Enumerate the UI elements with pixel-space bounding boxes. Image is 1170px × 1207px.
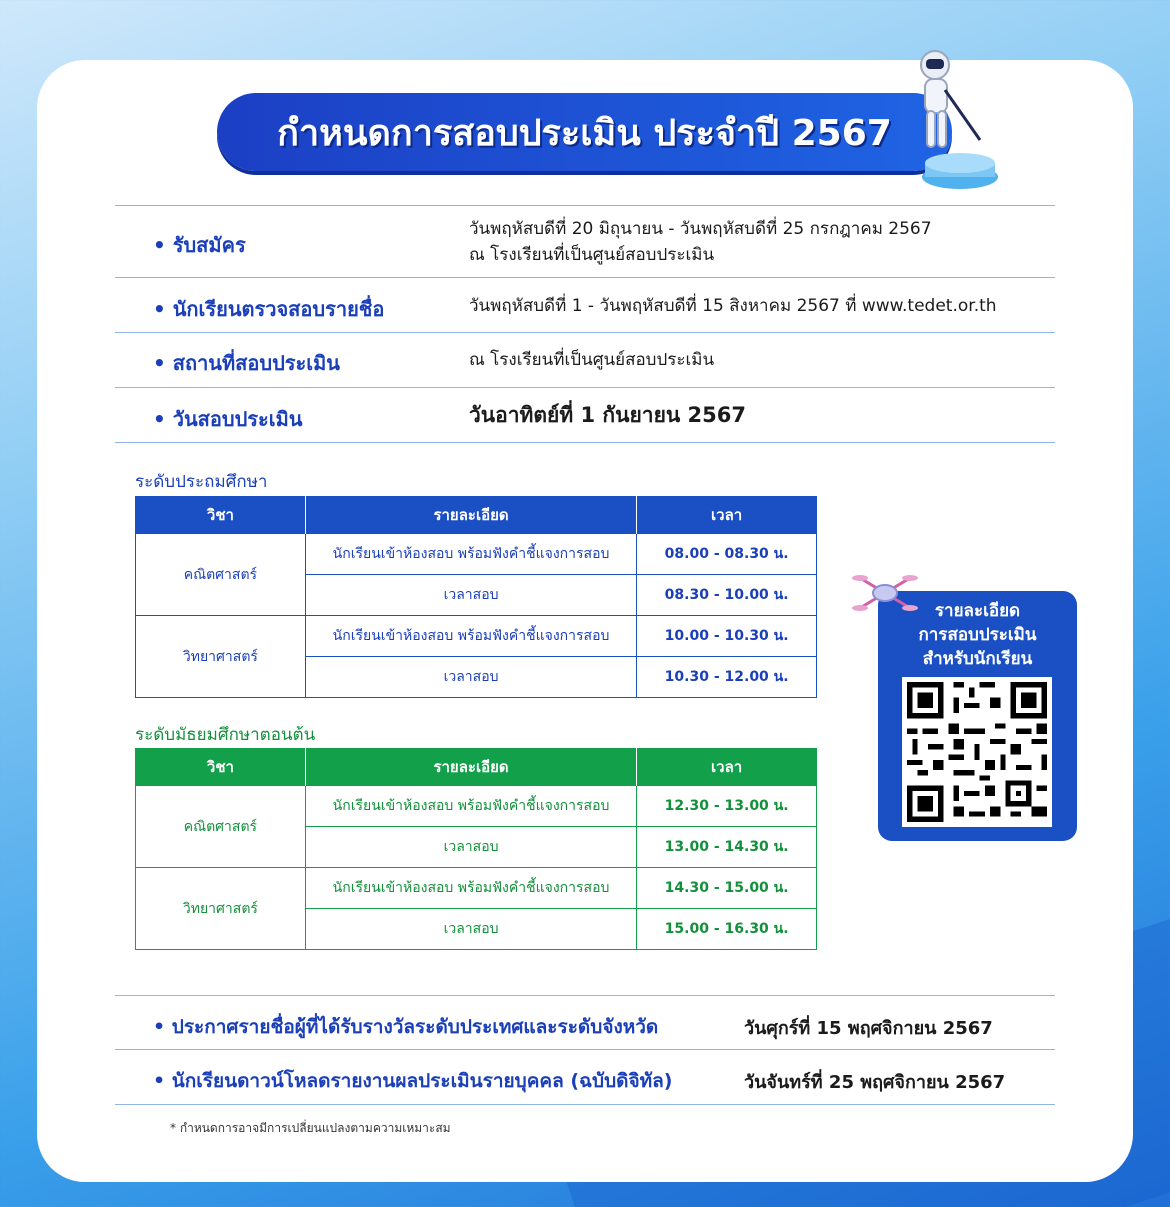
- table-row: [136, 868, 817, 909]
- astronaut-mascot-icon: [905, 45, 1000, 195]
- header-detail: รายละเอียด: [305, 497, 636, 534]
- subject-cell: คณิตศาสตร์: [136, 534, 306, 616]
- table-row: [136, 786, 817, 827]
- announcement-date: วันศุกร์ที่ 15 พฤศจิกายน 2567: [744, 1018, 993, 1039]
- table-header-row: [136, 749, 817, 786]
- subject-cell: วิทยาศาสตร์: [136, 616, 306, 698]
- announcement-label: • ประกาศรายชื่อผู้ที่ได้รับรางวัลระดับประเทศและระดับจังหวัด: [153, 1016, 659, 1038]
- header-time: เวลา: [637, 749, 817, 786]
- info-line: ณ โรงเรียนที่เป็นศูนย์สอบประเมิน: [469, 350, 715, 370]
- secondary-schedule-table: [135, 748, 817, 950]
- detail-cell: เวลาสอบ: [305, 909, 636, 950]
- header-detail: รายละเอียด: [305, 749, 636, 786]
- info-value: [469, 216, 932, 268]
- drone-icon: [850, 568, 920, 618]
- detail-cell: นักเรียนเข้าห้องสอบ พร้อมฟังคำชี้แจงการสอบ: [305, 868, 636, 909]
- detail-cell: เวลาสอบ: [305, 575, 636, 616]
- detail-cell: นักเรียนเข้าห้องสอบ พร้อมฟังคำชี้แจงการสอบ: [305, 534, 636, 575]
- info-row-check-names: [115, 278, 1055, 333]
- table-row: [136, 616, 817, 657]
- info-row-exam-venue: [115, 333, 1055, 388]
- title-banner: [217, 93, 952, 171]
- qr-title-line: รายละเอียด: [934, 601, 1021, 621]
- info-label: • สถานที่สอบประเมิน: [153, 351, 340, 375]
- time-cell: 08.30 - 10.00 น.: [637, 575, 817, 616]
- announcement-label: • นักเรียนดาวน์โหลดรายงานผลประเมินรายบุคคล (ฉบับดิจิทัล): [153, 1070, 673, 1092]
- qr-info-box: [878, 591, 1077, 841]
- announcement-row: [115, 1050, 1055, 1105]
- info-line: วันอาทิตย์ที่ 1 กันยายน 2567: [469, 403, 746, 427]
- qr-title-line: สำหรับนักเรียน: [922, 649, 1033, 669]
- info-value: [469, 293, 997, 319]
- table-header-row: [136, 497, 817, 534]
- time-cell: 14.30 - 15.00 น.: [637, 868, 817, 909]
- info-row-registration: [115, 205, 1055, 278]
- info-label: • รับสมัคร: [153, 233, 246, 257]
- time-cell: 10.00 - 10.30 น.: [637, 616, 817, 657]
- primary-schedule-table: [135, 496, 817, 698]
- info-line: วันพฤหัสบดีที่ 1 - วันพฤหัสบดีที่ 15 สิงหาคม 2567 ที่ www.tedet.or.th: [469, 296, 997, 316]
- detail-cell: เวลาสอบ: [305, 657, 636, 698]
- info-label: • นักเรียนตรวจสอบรายชื่อ: [153, 297, 385, 321]
- time-cell: 12.30 - 13.00 น.: [637, 786, 817, 827]
- info-line: วันพฤหัสบดีที่ 20 มิถุนายน - วันพฤหัสบดีที่ 25 กรกฎาคม 2567: [469, 219, 932, 239]
- info-label: • วันสอบประเมิน: [153, 407, 303, 431]
- time-cell: 08.00 - 08.30 น.: [637, 534, 817, 575]
- detail-cell: เวลาสอบ: [305, 827, 636, 868]
- table-row: [136, 534, 817, 575]
- info-line: ณ โรงเรียนที่เป็นศูนย์สอบประเมิน: [469, 245, 715, 265]
- time-cell: 13.00 - 14.30 น.: [637, 827, 817, 868]
- page-title: กำหนดการสอบประเมิน ประจำปี 2567: [277, 112, 892, 154]
- info-value: [469, 402, 746, 428]
- header-time: เวลา: [637, 497, 817, 534]
- detail-cell: นักเรียนเข้าห้องสอบ พร้อมฟังคำชี้แจงการสอบ: [305, 786, 636, 827]
- info-row-exam-date: [115, 388, 1055, 443]
- secondary-level-title: ระดับมัธยมศึกษาตอนต้น: [135, 725, 316, 745]
- qr-code-icon[interactable]: [902, 677, 1052, 827]
- detail-cell: นักเรียนเข้าห้องสอบ พร้อมฟังคำชี้แจงการสอบ: [305, 616, 636, 657]
- subject-cell: คณิตศาสตร์: [136, 786, 306, 868]
- info-value: [469, 347, 714, 373]
- footnote: * กำหนดการอาจมีการเปลี่ยนแปลงตามความเหมาะสม: [170, 1121, 451, 1135]
- announcement-row: [115, 995, 1055, 1050]
- announcement-date: วันจันทร์ที่ 25 พฤศจิกายน 2567: [744, 1072, 1006, 1093]
- time-cell: 10.30 - 12.00 น.: [637, 657, 817, 698]
- qr-title-line: การสอบประเมิน: [918, 625, 1037, 645]
- primary-level-title: ระดับประถมศึกษา: [135, 472, 268, 492]
- time-cell: 15.00 - 16.30 น.: [637, 909, 817, 950]
- header-subject: วิชา: [136, 749, 306, 786]
- header-subject: วิชา: [136, 497, 306, 534]
- subject-cell: วิทยาศาสตร์: [136, 868, 306, 950]
